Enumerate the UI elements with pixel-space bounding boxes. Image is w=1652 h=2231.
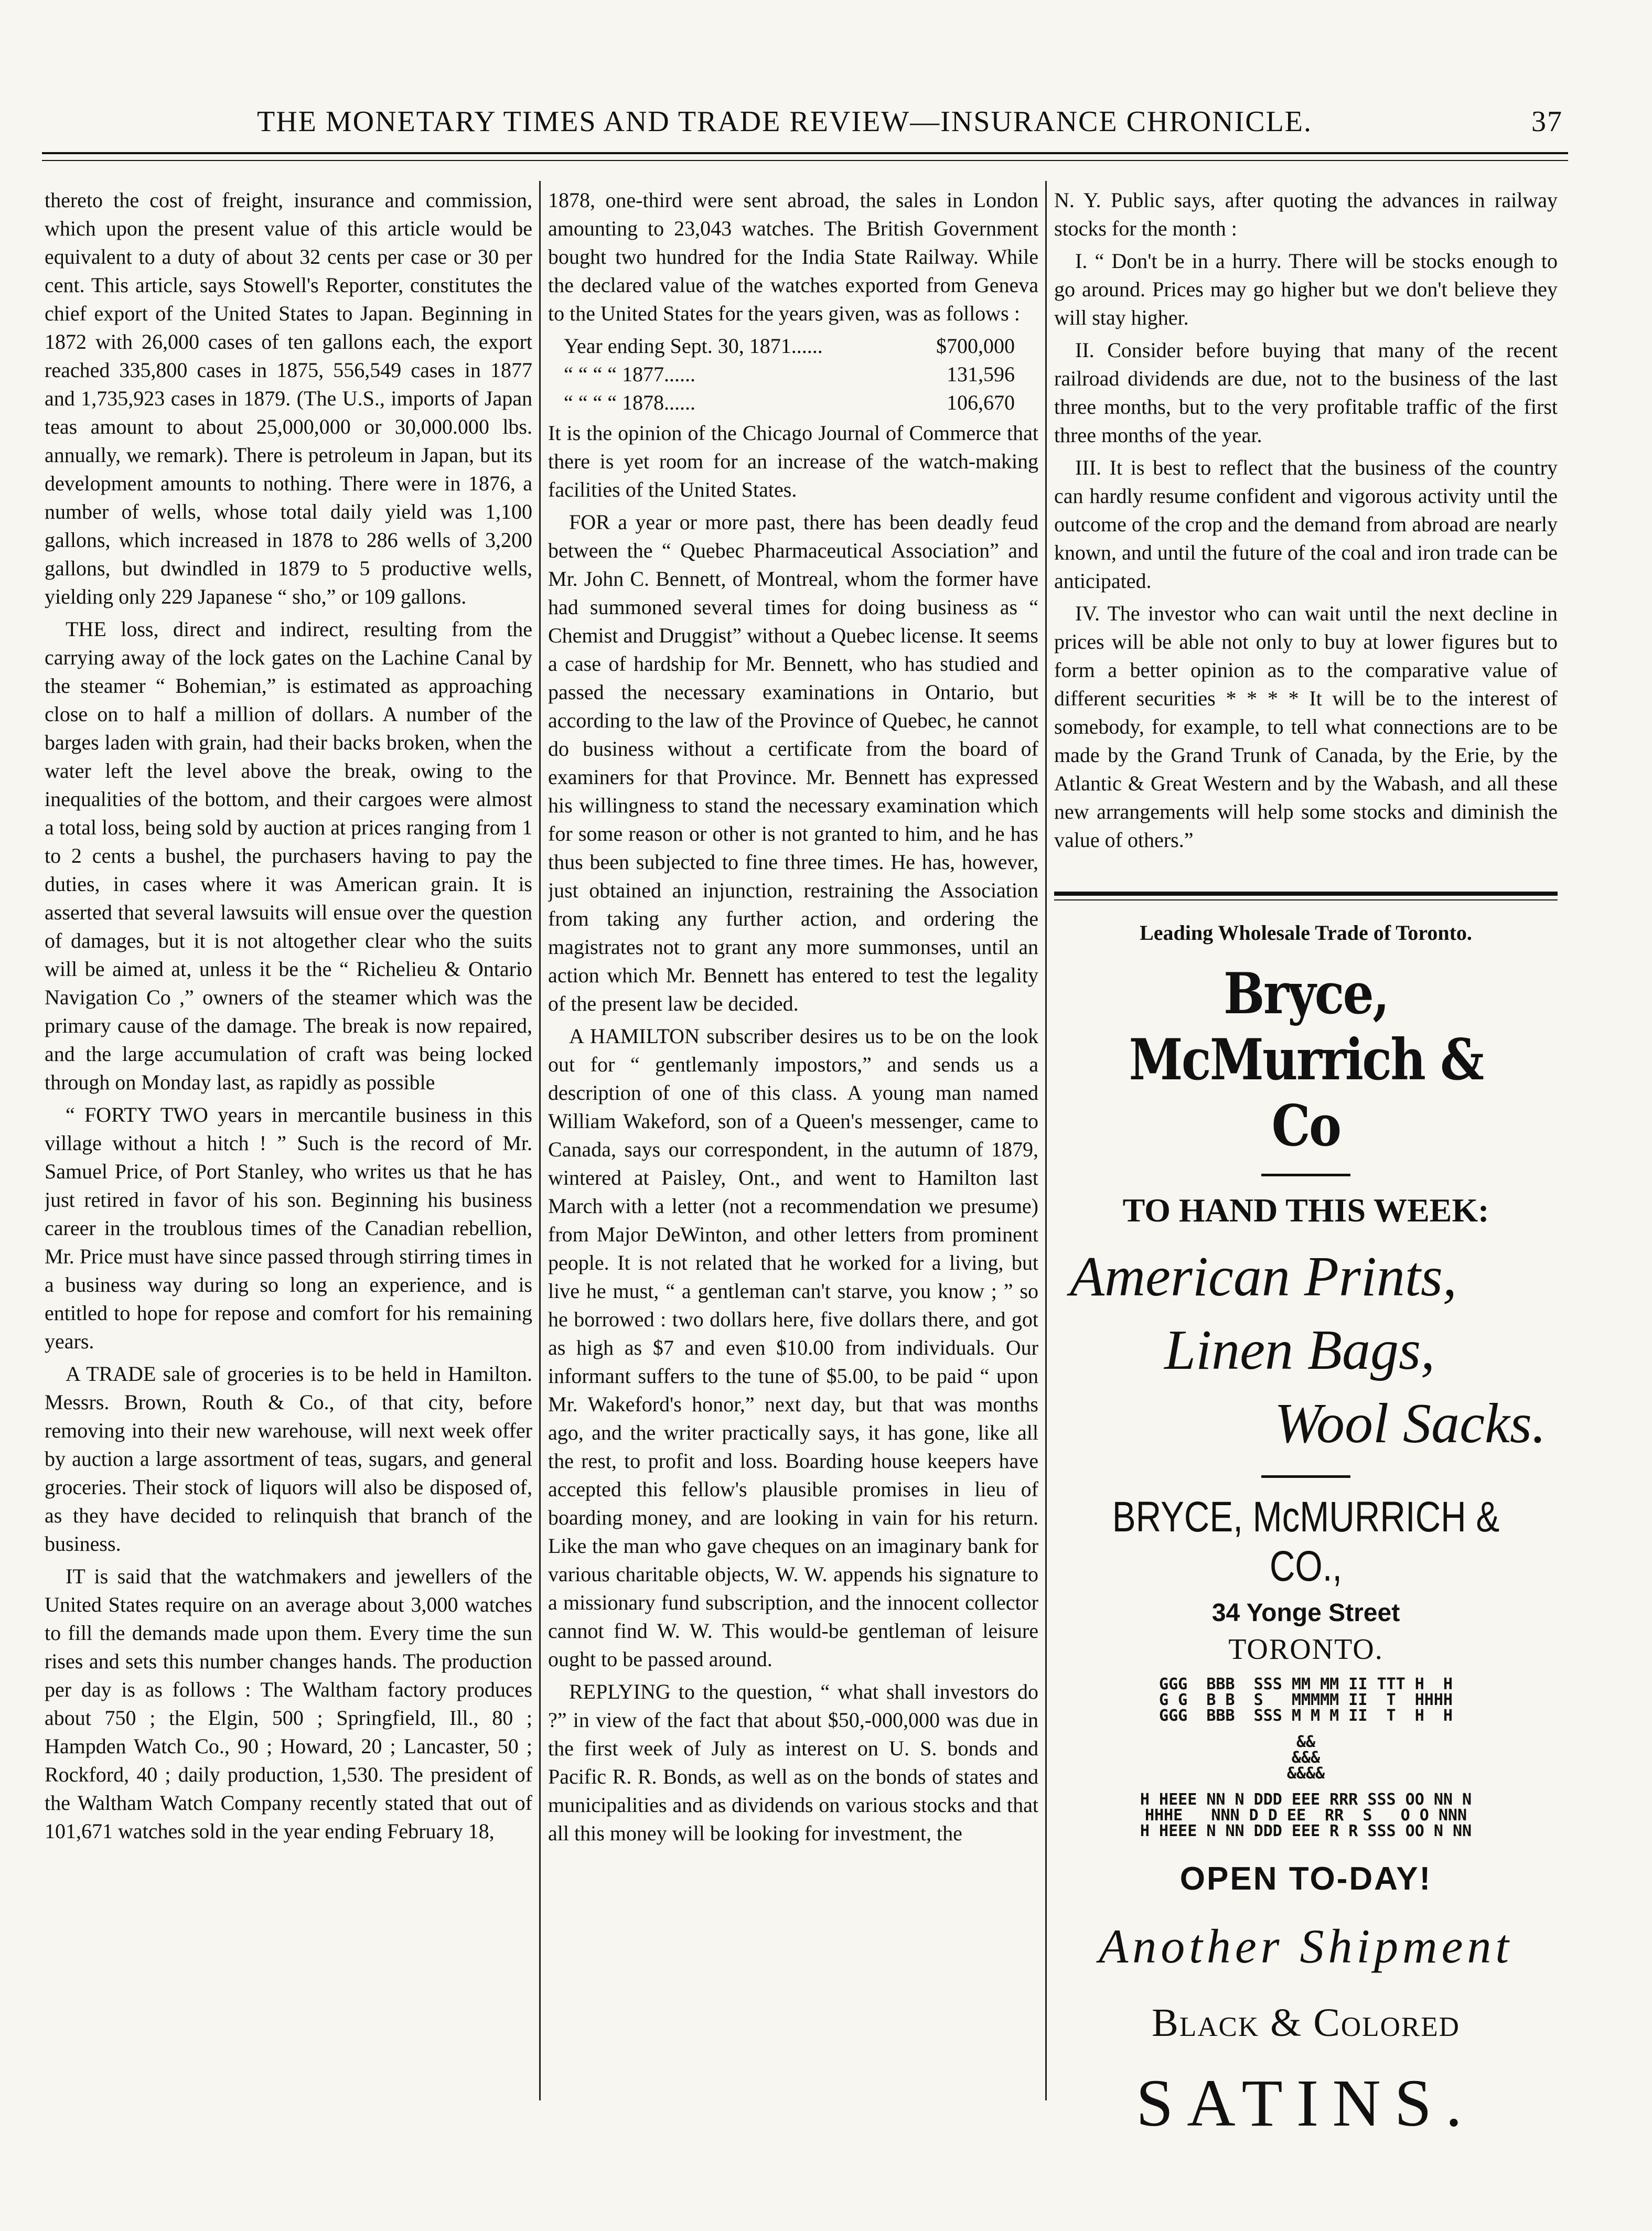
- leading-trade-heading: Leading Wholesale Trade of Toronto.: [1140, 921, 1472, 945]
- letter-block-henderson: H HEEE NN N DDD EEE RRR SSS OO NN N HHHE NNN D D EE RR S O O NNN H HEEE N NN DDD EEE R R SSS OO N NN: [1140, 1790, 1472, 1840]
- to-hand-heading: TO HAND THIS WEEK:: [1122, 1192, 1489, 1229]
- advertisement-rule-thick: [1054, 892, 1558, 896]
- open-today: OPEN TO-DAY!: [1179, 1861, 1432, 1897]
- table-row: [564, 332, 1015, 360]
- product-american-prints: American Prints,: [1070, 1246, 1457, 1308]
- page-header: [42, 105, 1563, 152]
- article-watchmakers: IT is said that the watchmakers and jewellers of the United States require on an average about 3,000 watches to fill the demands made upon them. Every time the sun rises and sets this number changes hands. The production per day is as follows : The Waltham factory produces about 750 ; the Elgin, 500 ; Springfield, Ill., 80 ; Hampden Watch Co., 90 ; Howard, 20 ; Lancaster, 50 ; Rockford, 40 ; daily production, 1,530. The president of the Waltham Watch Company recently stated that out of 101,671 watches sold in the year ending February 18,: [45, 1564, 532, 1843]
- divider: [1261, 1174, 1350, 1176]
- table-label: “ “ “ “ 1877......: [564, 362, 696, 386]
- product-linen-bags: Linen Bags,: [1164, 1319, 1435, 1381]
- article-paragraph: N. Y. Public says, after quoting the advances in railway stocks for the month :: [1054, 188, 1558, 240]
- advice-item-2: II. Consider before buying that many of the recent railroad dividends are due, not to the business of the last three months, but to the very profitable traffic of the first three months of the year.: [1054, 338, 1558, 447]
- table-row: [564, 389, 1015, 417]
- column-divider-1: [539, 181, 541, 2100]
- header-rule-bottom: [42, 160, 1568, 161]
- export-value-table: [564, 332, 1015, 417]
- masthead-title: THE MONETARY TIMES AND TRADE REVIEW—INSURANCE CHRONICLE.: [257, 105, 1313, 138]
- article-lachine-canal: THE loss, direct and indirect, resulting from the carrying away of the lock gates on the Lachine Canal by the steamer “ Bohemian,” is estimated as approaching close on to half a million of dollars. A number of the barges laden with grain, had their backs broken, when the water left the level above the break, owing to the inequalities of the bottom, and their cargoes were almost a total loss, being sold by auction at prices ranging from 1 to 2 cents a bushel, the purchasers having to pay the duties, in cases where it was American grain. It is asserted that several lawsuits will ensue over the question of damages, but it is not altogether clear who the suits will be aimed at, unless it be the “ Richelieu & Ontario Navigation Co ,” owners of the steamer which was the primary cause of the damage. The break is now repaired, and the large accumulation of craft was being locked through on Monday last, as rapidly as possible: [45, 617, 532, 1094]
- article-investors: REPLYING to the question, “ what shall investors do ?” in view of the fact that about $50,-000,000 was due in the first week of July as interest on U. S. bonds and Pacific R. R. Bonds, as well as on the bonds of states and municipalities and as dividends on various stocks and that all this money will be looking for investment, the: [548, 1680, 1038, 1845]
- article-paragraph: thereto the cost of freight, insurance and commission, which upon the present value of this article would be equivalent to a duty of about 32 cents per case or 30 per cent. This article, says Stowell's Reporter, constitutes the chief export of the United States to Japan. Beginning in 1872 with 26,000 cases of ten gallons each, the export reached 335,800 cases in 1875, 556,549 cases in 1877 and 1,735,923 cases in 1879. (The U.S., imports of Japan teas amount to about 25,000,000 or 30,000.000 lbs. annually, we remark). There is petroleum in Japan, but its development amounts to nothing. There were in 1876, a number of wells, whose total daily yield was 1,100 gallons, which increased in 1878 to 286 wells of 3,200 gallons, but dwindled in 1879 to 5 productive wells, yielding only 229 Japanese “ sho,” or 109 gallons.: [45, 188, 532, 608]
- another-shipment: Another Shipment: [1099, 1919, 1513, 1973]
- page-number: 37: [1531, 105, 1563, 138]
- firm-city: TORONTO.: [1228, 1633, 1383, 1666]
- header-rule-top: [42, 152, 1568, 154]
- divider: [1261, 1475, 1350, 1478]
- column-3: [1054, 186, 1558, 936]
- firm-address: 34 Yonge Street: [1211, 1599, 1400, 1627]
- article-samuel-price: “ FORTY TWO years in mercantile business in this village without a hitch ! ” Such is the record of Mr. Samuel Price, of Port Stanley, who writes us that he has just retired in favor of his son. Beginning his business career in the troublous times of the Canadian rebellion, Mr. Price must have since passed through stirring times in a business way during so long an experience, and is entitled to hope for repose and comfort for his remaining years.: [45, 1103, 532, 1353]
- black-colored: Black & Colored: [1152, 2001, 1460, 2045]
- article-gentlemanly-impostors: A HAMILTON subscriber desires us to be on the look out for “ gentlemanly impostors,” and sends us a description of one of this class. A young man named William Wakeford, son of a Queen's messenger, came to Canada, says our correspondent, in the autumn of 1879, wintered at Paisley, Ont., and went to Hamilton last March with a letter (not a recommendation we presume) from Major DeWinton, and other letters from prominent people. It is not related that he worked for a living, but live he must, “ a gentleman can't starve, you know ; ” so he borrowed : two dollars here, five dollars there, and got as high as $7 and even $10.00 from individuals. Our informant suffers to the tune of $5.00, to be paid “ upon Mr. Wakeford's honor,” next day, but that was months ago, and the writer practically says, it has gone, like all the rest, to profit and loss. Boarding house keepers have accepted this fellow's plausible promises in lieu of boarding money, and are looking in vain for his return. Like the man who gave cheques on an imaginary bank for various charitable objects, W. W. appends his signature to a missionary fund subscription, and the innocent collector cannot find W. W. This would-be gentleman of leisure ought to be passed around.: [548, 1024, 1038, 1671]
- table-value: $700,000: [936, 334, 1015, 358]
- table-row: [564, 360, 1015, 389]
- table-value: 131,596: [947, 362, 1015, 386]
- advice-item-3: III. It is best to reflect that the business of the country can hardly resume confident and vigorous activity until the outcome of the crop and the demand from abroad are nearly known, and until the future of the coal and iron trade can be anticipated.: [1054, 456, 1558, 593]
- column-1: [45, 186, 532, 2106]
- product-wool-sacks: Wool Sacks.: [1274, 1392, 1546, 1455]
- article-paragraph: 1878, one-third were sent abroad, the sales in London amounting to 23,043 watches. The British Government bought two hundred for the India State Railway. While the declared value of the watches exported from Geneva to the United States for the years given, was as follows :: [548, 188, 1038, 325]
- table-label: “ “ “ “ 1878......: [564, 391, 696, 414]
- table-value: 106,670: [947, 391, 1015, 414]
- advice-item-4: IV. The investor who can wait until the next decline in prices will be able not only to buy at lower figures but to form a better opinion as to the comparative value of different securities * * * * It will be to the interest of somebody, for example, to tell what connections are to be made by the Grand Trunk of Canada, by the Erie, by the Atlantic & Great Western and by the Wabash, and all these new arrangements will help some stocks and diminish the value of others.”: [1054, 602, 1558, 852]
- column-2: [548, 186, 1038, 2142]
- advertisement-bryce-mcmurrich: [1054, 899, 1558, 2140]
- letter-block-gbsmith: GGG BBB SSS MM MM II TTT H H G G B B S MMMMM II T HHHH GGG BBB SSS M M M II T H H: [1159, 1675, 1453, 1725]
- satins: SATINS.: [1136, 2066, 1476, 2140]
- firm-name: Bryce, McMurrich & Co: [1129, 961, 1483, 1159]
- table-label: Year ending Sept. 30, 1871......: [564, 334, 823, 358]
- article-paragraph: It is the opinion of the Chicago Journal of Commerce that there is yet room for an increase of the watch-making facilities of the United States.: [548, 421, 1038, 501]
- ampersand-block: && &&& &&&&: [1286, 1733, 1325, 1783]
- firm-name-caps: BRYCE, McMURRICH & CO.,: [1112, 1493, 1500, 1590]
- advice-item-1: I. “ Don't be in a hurry. There will be stocks enough to go around. Prices may go higher but we don't believe they will stay higher.: [1054, 249, 1558, 329]
- column-divider-2: [1045, 181, 1047, 2100]
- article-pharmaceutical-feud: FOR a year or more past, there has been deadly feud between the “ Quebec Pharmaceutical Association” and Mr. John C. Bennett, of Montreal, whom the former have had summoned several times for doing business as “ Chemist and Druggist” without a Quebec license. It seems a case of hardship for Mr. Bennett, who has studied and passed the necessary examinations in Ontario, but according to the law of the Province of Quebec, he cannot do business without a certificate from the board of examiners for that Province. Mr. Bennett has expressed his willingness to stand the necessary examination which for some reason or other is not granted to him, and he has thus been subjected to fine three times. He has, however, just obtained an injunction, restraining the Association from taking any further action, and ordering the magistrates not to grant any more summonses, until an action which Mr. Bennett has entered to test the legality of the present law be decided.: [548, 510, 1038, 1015]
- article-trade-sale: A TRADE sale of groceries is to be held in Hamilton. Messrs. Brown, Routh & Co., of that city, before removing into their new warehouse, will next week offer by auction a large assortment of teas, sugars, and general groceries. Their stock of liquors will also be disposed of, as they have decided to relinquish that branch of the business.: [45, 1362, 532, 1556]
